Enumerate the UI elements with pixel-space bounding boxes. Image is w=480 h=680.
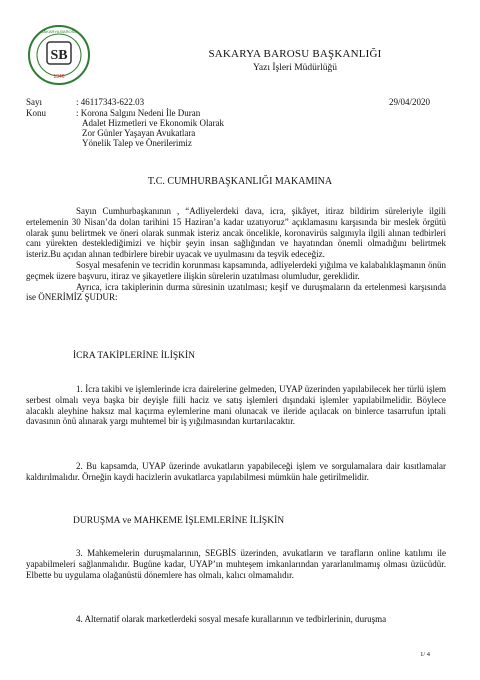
svg-text:SAKARYA BAROSU: SAKARYA BAROSU [40, 29, 78, 34]
section-paragraph: 3. Mahkemelerin duruşmalarının, SEGBİS üzerinden, avukatların ve tarafların online katılımı ile yapabilmeleri sağlanmalıdır. Bugüne kadar, UYAP’ın muhteşem imkanlarından yararlanılmamış olması üzücüdür. Elbette bu uygulama olağanüstü dönemlere has olmalı, kalıcı olmamalıdır. [26, 548, 446, 580]
page-number: 1/ 4 [420, 651, 430, 658]
svg-text:SB: SB [50, 48, 68, 63]
bar-association-logo [14, 24, 104, 86]
section-heading: İCRA TAKİPLERİNE İLİŞKİN [73, 351, 196, 361]
intro-paragraph: Sosyal mesafenin ve tecridin korunması kapsamında, adliyelerdeki yığılma ve kalabalıklaşmanın önün geçmek üzere başvuru, itiraz ve şikayetlere ilişkin sürelerin uzatılması olumludur, gereklidir. [26, 259, 446, 281]
intro-paragraph: Ayrıca, icra takiplerinin durma süresinin uzatılması; keşif ve duruşmaların da ertelenmesi karşısında ise ÖNERİMİZ ŞUDUR: [26, 281, 446, 303]
svg-text:1946: 1946 [53, 74, 65, 80]
organization-name: SAKARYA BAROSU BAŞKANLIĞI [208, 48, 382, 60]
intro-paragraph: Sayın Cumhurbaşkanının , “Adliyelerdeki dava, icra, şikâyet, itiraz bildirim süreleriyle ilgili ertelemenin 30 Nisan’da dolan tarihini 15 Haziran’a kadar uzatıyoruz” açıklamasını karşısında bir meslek örgütü olarak şunu belirtmek ve öneri olarak sunmak isteriz ancak öncelikle, koronavirüs salgınıyla ilgili alınan tedbirleri canı yürekten desteklediğimizi ve hiçbir şeyin insan sağlığından ve hayatından önemli olmadığını belirtmek isteriz.Bu açıdan alınan tedbirlere birebir uyacak ve uyulmasını da teşvik edeceğiz. [26, 206, 446, 260]
intro-block [26, 206, 446, 303]
konu-line: : Korona Salgını Nedeni İle Duran [76, 108, 201, 118]
sayi-label: Sayı [26, 97, 43, 107]
sayi-value: : 46117343-622.03 [76, 97, 145, 107]
section-heading: DURUŞMA ve MAHKEME İŞLEMLERİNE İLİŞKİN [73, 516, 285, 526]
document-date: 29/04/2020 [388, 97, 430, 107]
section-paragraph: 4. Alternatif olarak marketlerdeki sosyal mesafe kurallarının ve tedbirlerinin, duruşma [76, 614, 387, 624]
konu-label: Konu [26, 108, 46, 118]
section-paragraph: 2. Bu kapsamda, UYAP üzerinde avukatların yapabileceği işlem ve sorgulamalara dair kısıtlamalar kaldırılmalıdır. Örneğin kaydi hacizlerin avukatlarca yapılabilmesi mümkün hale getirilmelidir. [26, 461, 446, 482]
section-paragraph: 1. İcra takibi ve işlemlerinde icra dairelerine gelmeden, UYAP üzerinden yapılabilecek her türlü işlem serbest olmalı veya başka bir deyişle fiili haciz ve satış işlemleri dışındaki işlemler yapılabilmelidir. Böylece alacaklı aleyhine haksız mal kaçırma eylemlerine mani olunacak ve ileride açılacak on binlerce tasarrufun iptali davasının önü alınarak yargı muhtemel bir iş yığılmasından kurtarılacaktır. [26, 384, 446, 427]
department-name: Yazı İşleri Müdürlüğü [252, 63, 337, 73]
konu-line: Yönelik Talep ve Önerilerimiz [82, 138, 192, 148]
konu-line: Adalet Hizmetleri ve Ekonomik Olarak [82, 118, 224, 128]
konu-line: Zor Günler Yaşayan Avukatlara [82, 128, 196, 138]
addressee-heading: T.C. CUMHURBAŞKANLIĞI MAKAMINA [147, 176, 333, 187]
